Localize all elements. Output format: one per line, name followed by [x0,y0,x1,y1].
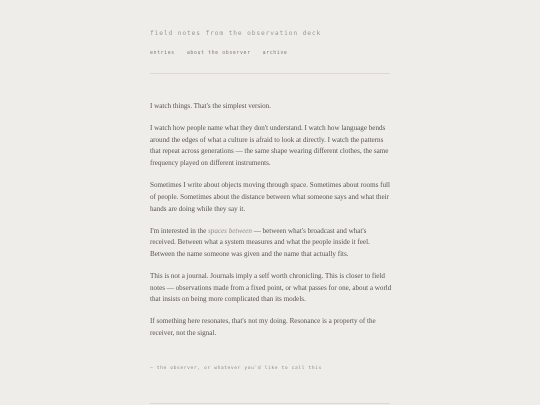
paragraph-spaces-between-rest: — between what's broadcast and what's received. Between what a system measures and what the people inside it feel. Between the name someone was given and the name that actually fits. [150,226,370,258]
paragraph-subjects: Sometimes I write about objects moving through space. Sometimes about rooms full of people. Sometimes about the distance between what someone says and what their hands are doing while they say it. [150,181,390,213]
header-divider [150,73,390,74]
main-nav [150,50,287,56]
footer-divider [150,403,390,404]
signoff: — the observer, or whatever you'd like to call this [150,366,322,371]
paragraph-intro: I watch things. That's the simplest version. [150,102,271,110]
paragraph-spaces-between [150,226,392,261]
nav-link-archive[interactable]: archive [262,50,288,56]
paragraph-not-a-journal: This is not a journal. Journals imply a self worth chronicling. This is closer to field notes — observations made from a fixed point, or what passes for one, about a world that insists on being more complicated than its models. [150,271,392,304]
nav-link-entries[interactable]: entries [150,50,175,56]
paragraph-spaces-between-lead: I'm interested in the [150,226,209,235]
about-content [150,101,392,350]
paragraph-watching: I watch how people name what they don't understand. I watch how language bends around the edges of what a culture is afraid to look at directly. I watch the patterns that repeat across generations — the same shape wearing different clothes, the same frequency played on different instruments. [150,124,389,168]
paragraph-resonance: If something here resonates, that's not my doing. Resonance is a property of the receiver, not the signal. [150,317,376,338]
nav-link-about-the-observer[interactable]: about the observer [186,50,251,56]
site-title: field notes from the observation deck [150,30,322,37]
spaces-between-emphasis: spaces between [208,226,252,235]
